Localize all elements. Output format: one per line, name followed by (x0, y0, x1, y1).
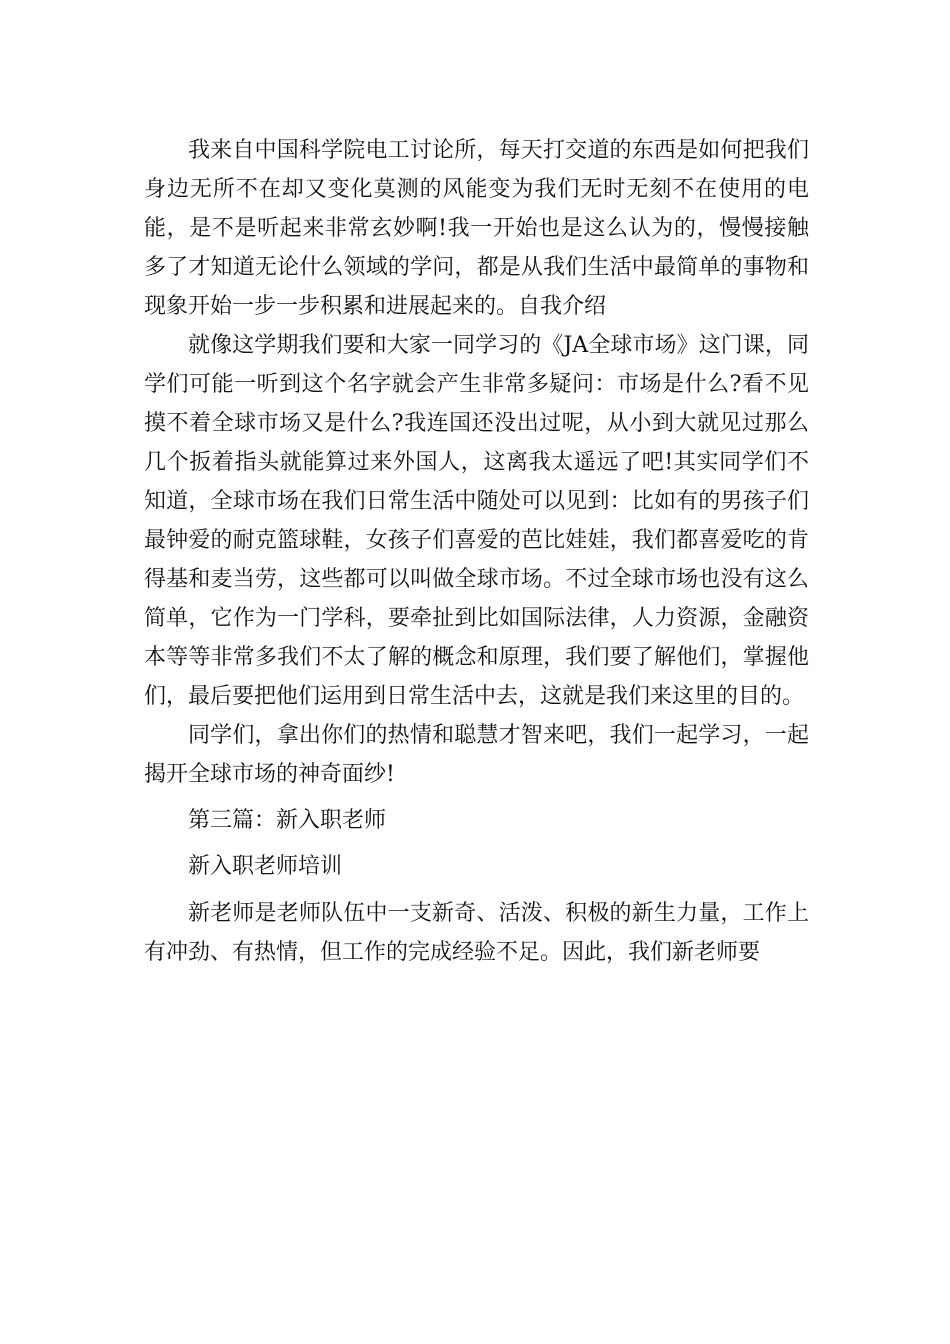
section-heading: 第三篇：新入职老师 (188, 808, 387, 833)
paragraph-course: 就像这学期我们要和大家一同学习的《JA全球市场》这门课，同学们可能一听到这个名字就会产生非常多疑问：市场是什么?看不见摸不着全球市场又是什么?我连国还没出过呢，从小到大就见过那么几个扳着指头就能算过来外国人，这离我太遥远了吧!其实同学们不知道，全球市场在我们日常生活中随处可以见到：比如有的男孩子们最钟爱的耐克篮球鞋，女孩子们喜爱的芭比娃娃，我们都喜爱吃的肯得基和麦当劳，这些都可以叫做全球市场。不过全球市场也没有这么简单，它作为一门学科，要牵扯到比如国际法律，人力资源，金融资本等等非常多我们不太了解的概念和原理，我们要了解他们，掌握他们，最后要把他们运用到日常生活中去，这就是我们来这里的目的。 (144, 333, 809, 709)
paragraph-intro: 我来自中国科学院电工讨论所，每天打交道的东西是如何把我们身边无所不在却又变化莫测的风能变为我们无时无刻不在使用的电能，是不是听起来非常玄妙啊!我一开始也是这么认为的，慢慢接触多了才知道无论什么领域的学问，都是从我们生活中最简单的事物和现象开始一步一步积累和进展起来的。自我介绍 (144, 138, 809, 319)
document-body (144, 131, 809, 972)
paragraph-new-teachers: 新老师是老师队伍中一支新奇、活泼、积极的新生力量，工作上有冲劲、有热情，但工作的完成经验不足。因此，我们新老师要 (144, 901, 809, 965)
paragraph-invitation: 同学们，拿出你们的热情和聪慧才智来吧，我们一起学习，一起揭开全球市场的神奇面纱! (144, 723, 809, 787)
subsection-heading: 新入职老师培训 (188, 854, 343, 879)
